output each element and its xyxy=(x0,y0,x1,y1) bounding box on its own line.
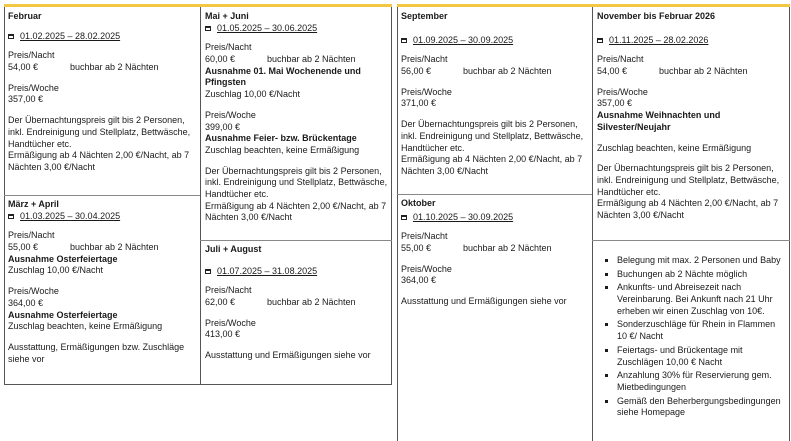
calendar-icon xyxy=(205,25,212,32)
exception-title: Ausnahme Osterfeiertage xyxy=(8,253,118,264)
season-title: Mai + Juni xyxy=(205,11,249,21)
date-range-text: 01.09.2025 – 30.09.2025 xyxy=(413,34,514,45)
condition-item: ▪ Ankunfts- und Abreisezeit nach Vereinbarung. Bei Ankunft nach 21 Uhr erheben wir einen Zuschlag von 10€. xyxy=(617,282,786,317)
date-range-text: 01.05.2025 – 30.06.2025 xyxy=(217,22,318,33)
exception-text: Zuschlag 10,00 €/Nacht xyxy=(205,89,301,100)
season-oktober xyxy=(397,194,592,441)
night-price-row xyxy=(205,297,388,309)
week-label: Preis/Woche xyxy=(401,86,452,97)
night-price: 54,00 € xyxy=(8,62,39,73)
min-nights: buchbar ab 2 Nächten xyxy=(659,66,748,77)
night-price-row xyxy=(205,54,388,66)
discount-note: Ermäßigung ab 4 Nächten 2,00 €/Nacht, ab 7 Nächten 3,00 €/Nacht xyxy=(597,198,779,220)
exception-title: Ausnahme Osterfeiertage xyxy=(8,309,118,320)
min-nights: buchbar ab 2 Nächten xyxy=(463,243,552,254)
night-price: 55,00 € xyxy=(8,242,39,253)
exception-title: Ausnahme Feier- bzw. Brückentage xyxy=(205,133,357,144)
week-price: 364,00 € xyxy=(401,275,437,286)
week-price: 357,00 € xyxy=(8,94,44,105)
week-label: Preis/Woche xyxy=(8,82,59,93)
right-pricing-table xyxy=(397,4,790,441)
night-price-row xyxy=(8,62,196,74)
min-nights: buchbar ab 2 Nächten xyxy=(267,297,356,308)
night-label: Preis/Nacht xyxy=(8,230,55,241)
night-label: Preis/Nacht xyxy=(205,42,252,53)
price-note: Der Übernachtungspreis gilt bis 2 Personen, inkl. Endreinigung und Stellplatz, Bettwäsche, Handtücher etc. xyxy=(205,165,388,199)
condition-item: ▪ Anzahlung 30% für Reservierung gem. Mietbedingungen xyxy=(617,370,786,393)
price-note: Der Übernachtungspreis gilt bis 2 Personen, inkl. Endreinigung und Stellplatz, Bettwäsche, Handtücher etc. xyxy=(597,163,780,197)
date-range-text: 01.10.2025 – 30.09.2025 xyxy=(413,211,514,222)
date-range-text: 01.03.2025 – 30.04.2025 xyxy=(20,210,121,221)
season-juli-august xyxy=(201,240,392,385)
week-label: Preis/Woche xyxy=(401,263,452,274)
footer-note: Ausstattung, Ermäßigungen bzw. Zuschläge siehe vor xyxy=(8,341,185,364)
date-range xyxy=(597,35,786,47)
condition-item: ▪ Belegung mit max. 2 Personen und Baby xyxy=(617,255,786,267)
night-price: 60,00 € xyxy=(205,54,236,65)
condition-item: ▪ Feiertags- und Brückentage mit Zuschlägen 10,00 € Nacht xyxy=(617,345,786,368)
conditions-list xyxy=(597,255,786,419)
night-price: 56,00 € xyxy=(401,66,432,77)
footer-note: Ausstattung und Ermäßigungen siehe vor xyxy=(401,296,567,307)
exception-title: Ausnahme Weihnachten und Silvester/Neujahr xyxy=(597,110,721,132)
week-label: Preis/Woche xyxy=(597,86,648,97)
season-november-februar xyxy=(593,7,790,240)
night-label: Preis/Nacht xyxy=(8,50,55,61)
calendar-icon xyxy=(8,213,15,220)
discount-note: Ermäßigung ab 4 Nächten 2,00 €/Nacht, ab 7 Nächten 3,00 €/Nacht xyxy=(205,200,387,223)
night-price-row xyxy=(8,242,196,254)
condition-item: ▪ Gemäß den Beherbergungsbedingungen siehe Homepage xyxy=(617,396,786,419)
min-nights: buchbar ab 2 Nächten xyxy=(267,54,356,65)
exception-text: Zuschlag beachten, keine Ermäßigung xyxy=(205,144,360,155)
night-label: Preis/Nacht xyxy=(401,54,448,65)
discount-note: Ermäßigung ab 4 Nächten 2,00 €/Nacht, ab 7 Nächten 3,00 €/Nacht xyxy=(8,150,190,172)
season-september xyxy=(397,7,592,194)
calendar-icon xyxy=(8,33,15,40)
night-price: 54,00 € xyxy=(597,66,628,77)
footer-note: Ausstattung und Ermäßigungen siehe vor xyxy=(205,350,371,361)
date-range xyxy=(205,23,388,35)
discount-note: Ermäßigung ab 4 Nächten 2,00 €/Nacht, ab 7 Nächten 3,00 €/Nacht xyxy=(401,154,583,176)
season-februar xyxy=(4,7,200,195)
season-title: Oktober xyxy=(401,198,436,208)
week-label: Preis/Woche xyxy=(205,109,256,120)
night-price-row xyxy=(597,66,786,78)
date-range xyxy=(205,266,388,278)
calendar-icon xyxy=(205,268,212,275)
week-price: 364,00 € xyxy=(8,297,44,308)
date-range xyxy=(8,31,196,43)
date-range-text: 01.02.2025 – 28.02.2025 xyxy=(20,30,121,41)
booking-conditions xyxy=(593,241,790,441)
week-price: 357,00 € xyxy=(597,98,633,109)
week-price: 399,00 € xyxy=(205,121,241,132)
season-title: November bis Februar 2026 xyxy=(597,11,716,21)
date-range xyxy=(401,35,588,47)
night-price-row xyxy=(401,243,588,255)
season-title: Februar xyxy=(8,11,42,21)
season-title: September xyxy=(401,11,448,21)
night-price: 62,00 € xyxy=(205,297,236,308)
min-nights: buchbar ab 2 Nächten xyxy=(70,242,159,253)
week-label: Preis/Woche xyxy=(205,317,256,328)
date-range xyxy=(8,211,196,223)
condition-item: ▪ Sonderzuschläge für Rhein in Flammen 10 €/ Nacht xyxy=(617,319,786,342)
exception-text: Zuschlag beachten, keine Ermäßigung xyxy=(597,142,752,153)
exception-text: Zuschlag beachten, keine Ermäßigung xyxy=(8,321,163,332)
date-range-text: 01.07.2025 – 31.08.2025 xyxy=(217,265,318,276)
calendar-icon xyxy=(401,214,408,221)
date-range-text: 01.11.2025 – 28.02.2026 xyxy=(609,34,709,45)
season-mai-juni xyxy=(201,7,392,240)
min-nights: buchbar ab 2 Nächten xyxy=(463,66,552,77)
night-label: Preis/Nacht xyxy=(597,54,644,65)
price-note: Der Übernachtungspreis gilt bis 2 Personen, inkl. Endreinigung und Stellplatz, Bettwäsche, Handtücher etc. xyxy=(401,119,584,153)
night-price: 55,00 € xyxy=(401,243,432,254)
left-pricing-table xyxy=(4,4,392,385)
night-label: Preis/Nacht xyxy=(205,285,252,296)
calendar-icon xyxy=(401,37,408,44)
night-label: Preis/Nacht xyxy=(401,231,448,242)
season-title: März + April xyxy=(8,199,59,209)
season-maerz-april xyxy=(4,195,200,385)
calendar-icon xyxy=(597,37,604,44)
exception-title: Ausnahme 01. Mai Wochenende und Pfingsten xyxy=(205,65,361,88)
night-price-row xyxy=(401,66,588,78)
price-note: Der Übernachtungspreis gilt bis 2 Personen, inkl. Endreinigung und Stellplatz, Bettwäsche, Handtücher etc. xyxy=(8,115,191,149)
season-title: Juli + August xyxy=(205,244,262,254)
condition-item: ▪ Buchungen ab 2 Nächte möglich xyxy=(617,269,786,281)
week-label: Preis/Woche xyxy=(8,286,59,297)
date-range xyxy=(401,212,588,224)
min-nights: buchbar ab 2 Nächten xyxy=(70,62,159,73)
exception-text: Zuschlag 10,00 €/Nacht xyxy=(8,265,104,276)
week-price: 371,00 € xyxy=(401,98,437,109)
week-price: 413,00 € xyxy=(205,329,241,340)
